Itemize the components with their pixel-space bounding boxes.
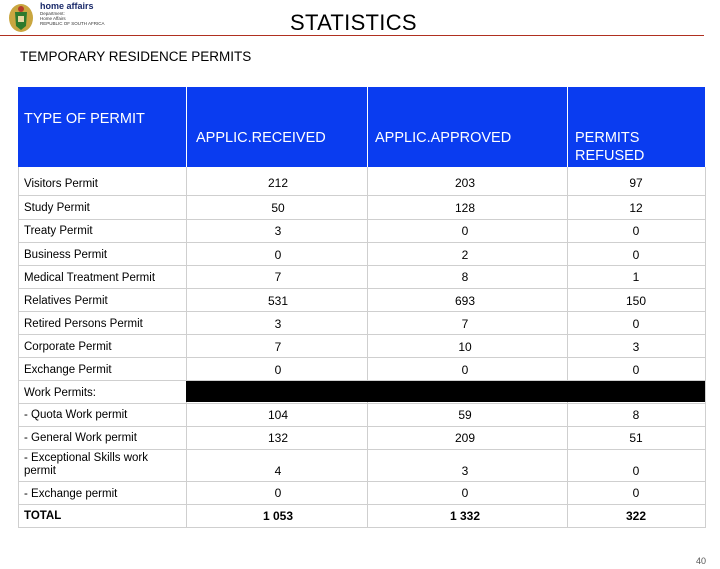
header-separator	[186, 87, 187, 167]
row-label: Treaty Permit	[24, 225, 93, 237]
row-label-line2: permit	[24, 465, 56, 477]
total-approved: 1 332	[449, 509, 481, 523]
cell-refused: 51	[629, 431, 643, 445]
cell-approved: 693	[454, 294, 476, 308]
cell-refused: 0	[632, 317, 640, 331]
cell-received: 104	[267, 408, 289, 422]
cell-approved: 8	[461, 270, 469, 284]
row-divider	[18, 219, 705, 220]
cell-approved: 2	[461, 248, 469, 262]
cell-received: 132	[267, 431, 289, 445]
row-divider	[18, 311, 705, 312]
row-label: Corporate Permit	[24, 341, 112, 353]
cell-approved: 3	[461, 464, 469, 478]
coat-of-arms-icon	[6, 2, 36, 34]
row-divider	[18, 334, 705, 335]
cell-refused: 0	[632, 464, 640, 478]
page-subtitle: TEMPORARY RESIDENCE PERMITS	[20, 49, 252, 64]
cell-received: 4	[274, 464, 282, 478]
cell-received: 3	[274, 224, 282, 238]
header-separator	[567, 87, 568, 167]
cell-approved: 10	[458, 340, 472, 354]
total-refused: 322	[625, 509, 647, 523]
title-divider	[0, 35, 704, 36]
header-separator	[367, 87, 368, 167]
row-divider	[18, 403, 705, 404]
cell-refused: 12	[629, 201, 643, 215]
cell-approved: 7	[461, 317, 469, 331]
row-divider	[18, 265, 705, 266]
cell-refused: 0	[632, 224, 640, 238]
total-label: TOTAL	[24, 510, 62, 522]
cell-received: 0	[274, 363, 282, 377]
cell-approved: 0	[461, 363, 469, 377]
cell-received: 0	[274, 486, 282, 500]
col-header-type: TYPE OF PERMIT	[24, 111, 145, 127]
row-label: Exchange Permit	[24, 364, 112, 376]
row-divider	[18, 527, 705, 528]
row-divider	[18, 481, 705, 482]
cell-refused: 150	[625, 294, 647, 308]
row-divider	[18, 357, 705, 358]
page-title: STATISTICS	[290, 10, 417, 35]
work-permits-heading: Work Permits:	[24, 387, 96, 399]
cell-refused: 0	[632, 248, 640, 262]
row-divider	[18, 242, 705, 243]
cell-approved: 128	[454, 201, 476, 215]
cell-approved: 0	[461, 486, 469, 500]
cell-approved: 203	[454, 176, 476, 190]
col-divider	[18, 167, 19, 528]
col-divider	[705, 167, 706, 528]
col-divider	[186, 167, 187, 528]
cell-refused: 97	[629, 176, 643, 190]
col-header-refused-1: PERMITS	[575, 130, 640, 146]
col-divider	[367, 167, 368, 528]
cell-received: 7	[274, 270, 282, 284]
cell-refused: 1	[632, 270, 640, 284]
logo-dept: Department:	[40, 10, 65, 16]
cell-refused: 0	[632, 363, 640, 377]
row-divider	[18, 195, 705, 196]
cell-approved: 0	[461, 224, 469, 238]
row-label: - Quota Work permit	[24, 409, 128, 421]
cell-received: 3	[274, 317, 282, 331]
row-divider	[18, 449, 705, 450]
row-label: Medical Treatment Permit	[24, 272, 156, 284]
cell-received: 531	[267, 294, 289, 308]
cell-approved: 59	[458, 408, 472, 422]
logo-country: REPUBLIC OF SOUTH AFRICA	[40, 20, 105, 26]
col-header-received: APPLIC.RECEIVED	[196, 130, 326, 146]
cell-received: 0	[274, 248, 282, 262]
logo-brand: home affairs	[40, 1, 94, 11]
cell-refused: 3	[632, 340, 640, 354]
col-divider	[567, 167, 568, 528]
row-label: - General Work permit	[24, 432, 137, 444]
home-affairs-logo	[6, 2, 118, 36]
col-header-refused-2: REFUSED	[575, 148, 645, 164]
row-label: Relatives Permit	[24, 295, 108, 307]
cell-received: 212	[267, 176, 289, 190]
row-divider	[18, 426, 705, 427]
total-received: 1 053	[262, 509, 294, 523]
cell-refused: 0	[632, 486, 640, 500]
page-number: 40	[695, 556, 706, 566]
cell-received: 50	[271, 201, 285, 215]
row-label: Study Permit	[24, 202, 90, 214]
row-label-line1: - Exceptional Skills work	[24, 452, 148, 464]
row-label: Visitors Permit	[24, 178, 98, 190]
row-divider	[18, 288, 705, 289]
cell-refused: 8	[632, 408, 640, 422]
row-label: Business Permit	[24, 249, 108, 261]
cell-received: 7	[274, 340, 282, 354]
row-label: - Exchange permit	[24, 488, 118, 500]
row-divider	[18, 504, 705, 505]
logo-text	[40, 3, 105, 26]
row-label: Retired Persons Permit	[24, 318, 143, 330]
section-bar	[186, 381, 705, 402]
col-header-approved: APPLIC.APPROVED	[375, 130, 512, 146]
cell-approved: 209	[454, 431, 476, 445]
logo-dept-name: Home Affairs	[40, 15, 66, 21]
